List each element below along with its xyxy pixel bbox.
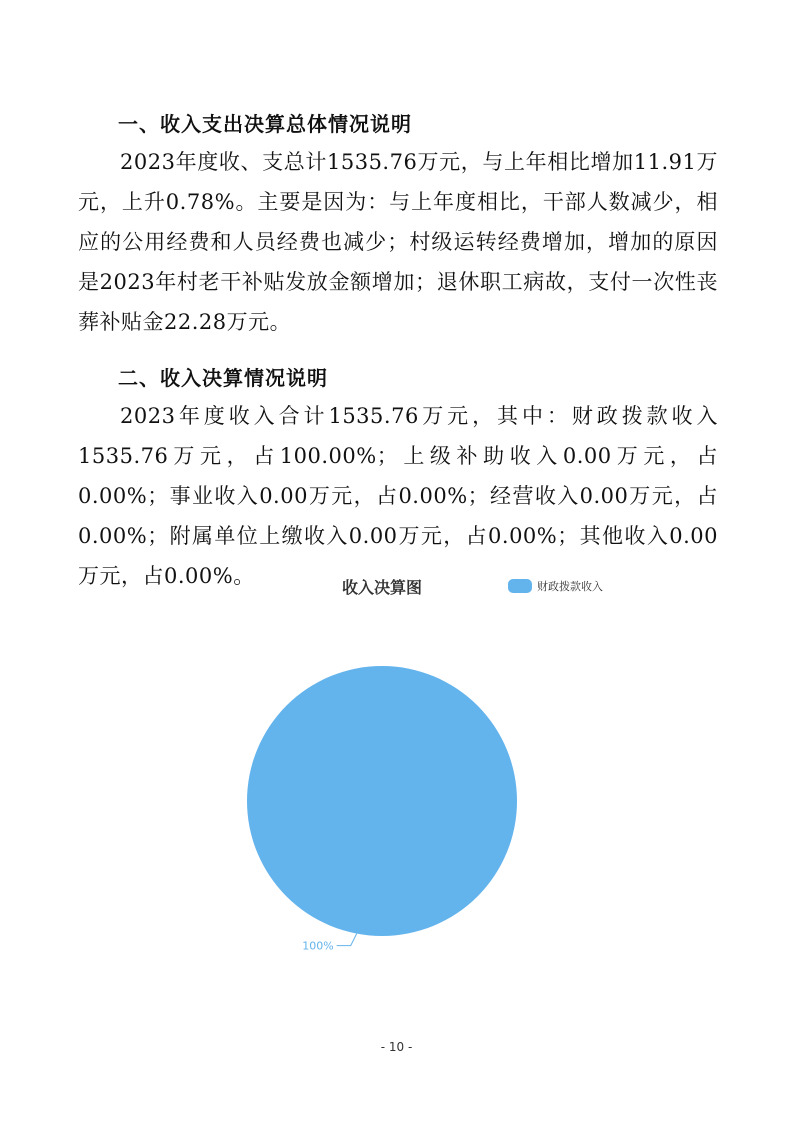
pie-data-label: 100% <box>302 939 334 953</box>
section-1-body: 2023年度收、支总计1535.76万元，与上年相比增加11.91万元，上升0.78%。主要是因为：与上年度相比，干部人数减少，相应的公用经费和人员经费也减少；村级运转经费增加，增加的原因是2023年村老干补贴发放金额增加；退休职工病故，支付一次性丧葬补贴金22.28万元。 <box>78 150 718 334</box>
income-pie-chart <box>200 565 640 985</box>
legend-label: 财政拨款收入 <box>537 580 603 593</box>
pie-slice <box>247 666 517 936</box>
chart-legend <box>508 579 603 593</box>
page-number: - 10 - <box>380 1040 413 1054</box>
legend-swatch <box>508 579 532 593</box>
section-2-heading: 二、收入决算情况说明 <box>118 366 328 390</box>
chart-title: 收入决算图 <box>341 578 423 597</box>
section-2-body: 2023年度收入合计1535.76万元，其中：财政拨款收入1535.76万元，占100.00%；上级补助收入0.00万元，占0.00%；事业收入0.00万元，占0.00%；经营收入0.00万元，占0.00%；附属单位上缴收入0.00万元，占0.00%；其他收入0.00万元，占0.00%。 <box>78 404 718 588</box>
pie-label-line <box>337 934 357 946</box>
section-1-heading: 一、收入支出决算总体情况说明 <box>118 112 412 136</box>
